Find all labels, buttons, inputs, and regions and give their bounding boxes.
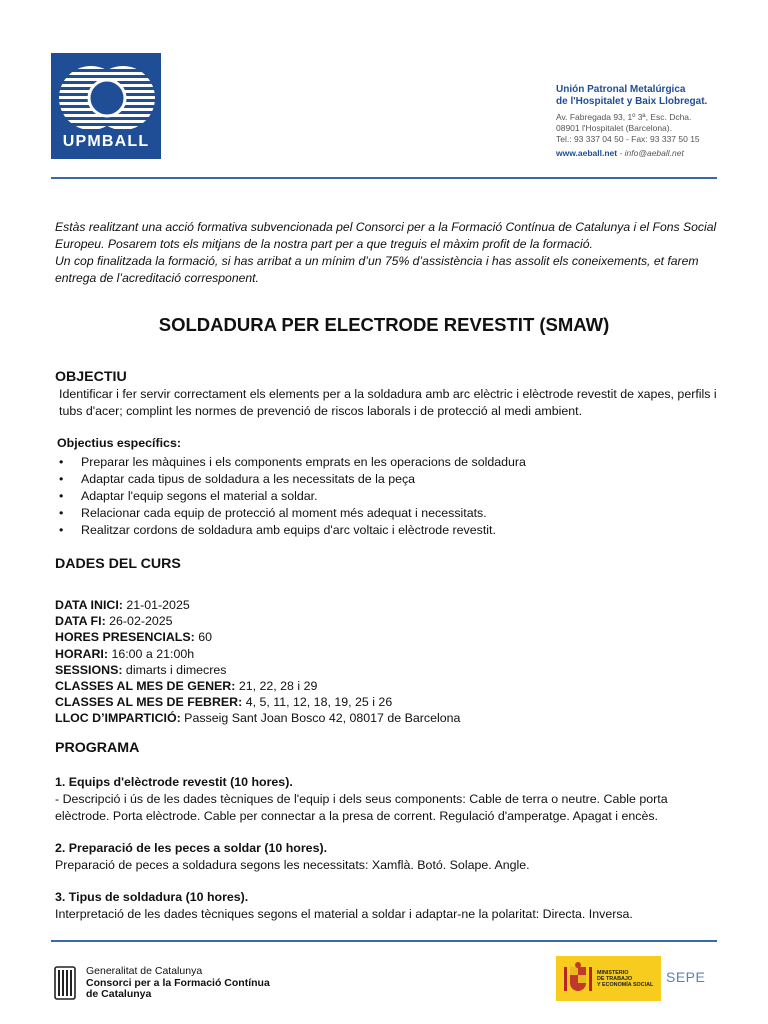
generalitat-text (86, 966, 270, 1001)
data-label: DATA FI: (55, 614, 106, 629)
address-line2: 08901 l'Hospitalet (Barcelona). (556, 123, 672, 133)
list-item: • Preparar les màquines i els components emprats en les operacions de soldadura (57, 454, 526, 471)
phone-fax: Tel.: 93 337 04 50 - Fax: 93 337 50 15 (556, 134, 700, 144)
list-item: • Adaptar l'equip segons el material a soldar. (57, 488, 526, 505)
ministry-line3: Y ECONOMÍA SOCIAL (597, 982, 654, 989)
course-data-row (55, 597, 460, 613)
objectiu-text: Identificar i fer servir correctament els elements per a la soldadura amb arc elèctric i elèctrode revestit de xapes, perfils i tubs d'acer; complint les normes de prevenció de riscos laborals i de protecció al medi ambient. (59, 387, 717, 418)
generalitat-line1: Generalitat de Catalunya (86, 965, 203, 977)
specific-objectives-heading: Objectius específics: (57, 436, 181, 450)
program-module-2 (55, 840, 720, 874)
module-text: Interpretació de les dades tècniques segons el material a soldar i adaptar-ne la polaritat: Directa. Inversa. (55, 907, 633, 921)
ministry-text (597, 970, 653, 989)
course-data-row (55, 646, 460, 662)
generalitat-line3: de Catalunya (86, 988, 152, 1000)
ministry-line2: DE TRABAJO (597, 976, 633, 983)
logo-wordmark: UPMBALL (62, 133, 150, 150)
specific-objectives-list (57, 454, 526, 539)
programa-heading: PROGRAMA (55, 740, 140, 756)
course-data-row (55, 710, 460, 726)
ministry-block (556, 956, 661, 1001)
data-value: 21-01-2025 (122, 598, 190, 612)
course-data-list (55, 597, 460, 727)
organization-info (556, 84, 707, 159)
sepe-block (663, 956, 714, 1001)
data-value: dimarts i dimecres (122, 662, 227, 677)
course-data-row (55, 629, 460, 645)
header-divider (51, 177, 717, 179)
generalitat-logo (54, 966, 294, 1000)
module-title: 3. Tipus de soldadura (10 hores). (55, 890, 249, 904)
upmball-emblem-icon (51, 57, 161, 137)
data-value: 21, 22, 28 i 29 (235, 679, 318, 694)
data-label: HORES PRESENCIALS: (55, 630, 195, 645)
data-label: HORARI: (55, 646, 108, 661)
data-value: 60 (194, 630, 212, 645)
list-item: • Realitzar cordons de soldadura amb equips d'arc voltaic i elèctrode revestit. (57, 522, 526, 539)
data-value: 4, 5, 11, 12, 18, 19, 25 i 26 (242, 695, 393, 710)
list-item: • Relacionar cada equip de protecció al moment més adequat i necessitats. (57, 505, 526, 522)
course-data-row (55, 678, 460, 694)
program-module-3 (55, 889, 720, 923)
generalitat-emblem-icon (54, 966, 76, 1000)
course-title: SOLDADURA PER ELECTRODE REVESTIT (SMAW) (158, 314, 610, 335)
data-label: LLOC D’IMPARTICIÓ: (55, 711, 181, 726)
objectiu-heading: OBJECTIU (55, 369, 127, 385)
list-item: • Adaptar cada tipus de soldadura a les necessitats de la peça (57, 471, 526, 488)
data-label: DATA INICI: (55, 598, 123, 612)
dades-heading: DADES DEL CURS (55, 556, 181, 572)
intro-text (55, 219, 720, 287)
course-data-row (55, 662, 460, 678)
intro-paragraph-1: Estàs realitzant una acció formativa subvencionada pel Consorci per a la Formació Contínua de Catalunya i el Fons Social Europeu. Posarem tots els mitjans de la nostra part per a que treguis el màxim profit de la formació. (55, 220, 717, 251)
generalitat-line2: Consorci per a la Formació Contínua (86, 976, 270, 989)
program-module-1 (55, 774, 720, 825)
ministry-sepe-logo (556, 956, 714, 1001)
module-title: 2. Preparació de les peces a soldar (10 hores). (55, 841, 328, 855)
org-name-line2: de l'Hospitalet y Baix Llobregat. (556, 96, 708, 107)
intro-paragraph-2: Un cop finalitzada la formació, si has arribat a un mínim d’un 75% d’assistència i has assolit els coneixements, et farem entrega de l’acreditació corresponent. (55, 254, 699, 285)
data-label: CLASSES AL MES DE FEBRER: (55, 695, 243, 710)
ministry-line1: MINISTERIO (597, 970, 629, 976)
module-text: Preparació de peces a soldadura segons les necessitats: Xamflà. Botó. Solape. Angle. (55, 858, 530, 872)
module-text: - Descripció i ús de les dades tècniques de l'equip i dels seus components: Cable de terra o neutre. Cable porta elèctrode. Porta elèctrode. Cable per connectar a la presa de corrent. Regulació d'amperatge. Apagat i encès. (55, 792, 668, 823)
data-value: 16:00 a 21:00h (108, 646, 195, 661)
course-data-row (55, 694, 460, 710)
org-name-line1: Unión Patronal Metalúrgica (556, 84, 686, 95)
web-contact (556, 148, 707, 159)
spain-coat-of-arms-icon (562, 961, 594, 997)
upmball-logo (51, 53, 161, 159)
data-label: SESSIONS: (55, 662, 123, 677)
course-data-row (55, 613, 460, 629)
address-line1: Av. Fabregada 93, 1º 3ª, Esc. Dcha. (556, 112, 692, 122)
email-link[interactable]: - info@aeball.net (617, 148, 684, 158)
data-value: Passeig Sant Joan Bosco 42, 08017 de Barcelona (180, 711, 461, 726)
data-label: CLASSES AL MES DE GENER: (55, 679, 236, 694)
data-value: 26-02-2025 (105, 614, 173, 629)
module-title: 1. Equips d'elèctrode revestit (10 hores). (55, 775, 293, 789)
sepe-wordmark: SEPE (666, 969, 706, 985)
website-link[interactable]: www.aeball.net (556, 148, 618, 158)
footer-divider (51, 940, 717, 942)
